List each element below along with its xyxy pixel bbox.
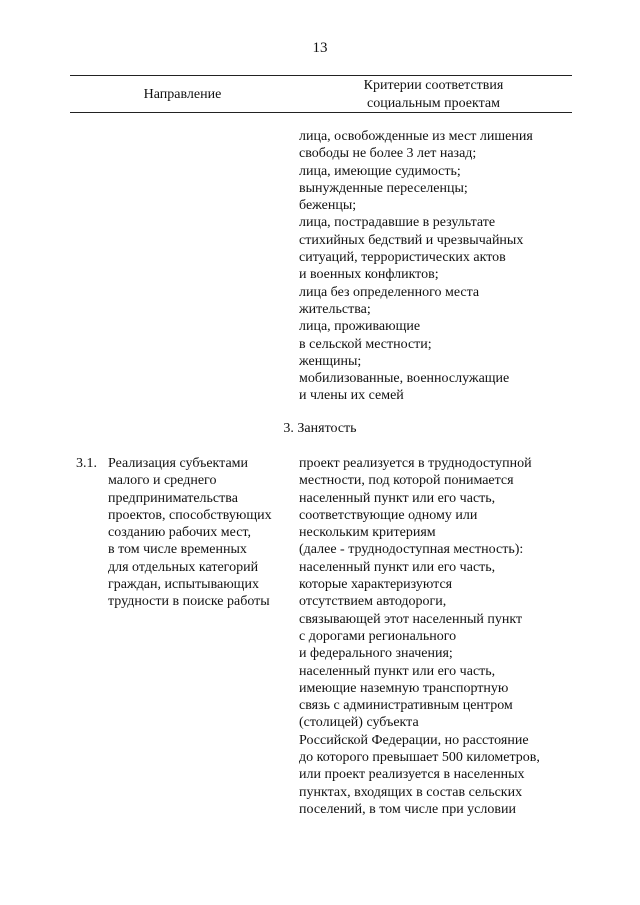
header-direction: Направление: [143, 87, 222, 102]
criteria-line: беженцы;: [299, 198, 357, 214]
criteria-line: ситуаций, террористических актов: [299, 250, 506, 266]
criteria-line: связывающей этот населенный пункт: [299, 611, 523, 627]
direction-line: для отдельных категорий: [108, 559, 259, 575]
table-header-rule: [70, 112, 572, 113]
criteria-line: населенный пункт или его часть,: [299, 663, 496, 679]
criteria-line: которые характеризуются: [299, 577, 453, 593]
criteria-cell: [299, 455, 540, 818]
criteria-line: вынужденные переселенцы;: [299, 180, 468, 196]
criteria-line: лица, имеющие судимость;: [299, 163, 461, 179]
section-title: 3. Занятость: [283, 421, 357, 436]
criteria-line: и военных конфликтов;: [299, 267, 439, 283]
criteria-line: лица, пострадавшие в результате: [299, 215, 496, 231]
criteria-line: (далее - труднодоступная местность):: [299, 542, 524, 558]
criteria-line: мобилизованные, военнослужащие: [299, 371, 510, 387]
direction-line: предпринимательства: [108, 490, 238, 506]
direction-line: малого и среднего: [108, 473, 217, 489]
direction-line: созданию рабочих мест,: [108, 525, 251, 541]
criteria-line: свободы не более 3 лет назад;: [299, 146, 477, 162]
header-criteria-line: социальным проектам: [366, 96, 501, 111]
criteria-line: населенный пункт или его часть,: [299, 490, 496, 506]
criteria-line: лица без определенного места: [299, 284, 480, 300]
criteria-line: Российской Федерации, но расстояние: [299, 732, 529, 748]
criteria-line: соответствующие одному или: [299, 507, 478, 523]
criteria-line: (столицей) субъекта: [299, 715, 419, 731]
criteria-line: нескольким критериям: [299, 525, 436, 541]
direction-line: граждан, испытывающих: [108, 577, 259, 593]
criteria-line: и федерального значения;: [299, 646, 453, 662]
criteria-line: лица, освобожденные из мест лишения: [299, 129, 533, 144]
criteria-line: стихийных бедствий и чрезвычайных: [299, 232, 524, 248]
criteria-line: проект реализуется в труднодоступной: [299, 456, 532, 471]
page-number: 13: [312, 40, 328, 56]
direction-cell: [108, 455, 272, 611]
table-top-rule: [70, 75, 572, 76]
direction-line: Реализация субъектами: [108, 456, 249, 471]
direction-line: в том числе временных: [108, 542, 247, 558]
row-number: 3.1.: [76, 456, 97, 471]
criteria-line: до которого превышает 500 километров,: [299, 750, 540, 766]
criteria-line: или проект реализуется в населенных: [299, 767, 525, 783]
criteria-line: отсутствием автодороги,: [299, 594, 447, 610]
header-criteria-line: Критерии соответствия: [363, 78, 504, 93]
criteria-line: жительства;: [299, 301, 371, 317]
criteria-line: имеющие наземную транспортную: [299, 680, 509, 696]
criteria-line: связь с административным центром: [299, 698, 513, 714]
direction-line: проектов, способствующих: [108, 507, 272, 523]
continued-criteria-cell: [299, 128, 533, 405]
direction-line: трудности в поиске работы: [108, 594, 270, 610]
criteria-line: пунктах, входящих в состав сельских: [299, 784, 523, 800]
criteria-line: с дорогами регионального: [299, 628, 457, 644]
criteria-line: женщины;: [299, 353, 362, 369]
criteria-line: в сельской местности;: [299, 336, 432, 352]
criteria-line: лица, проживающие: [299, 319, 421, 335]
criteria-line: поселений, в том числе при условии: [299, 801, 516, 817]
header-criteria: [295, 77, 572, 113]
criteria-line: населенный пункт или его часть,: [299, 559, 496, 575]
criteria-line: и члены их семей: [299, 388, 404, 404]
criteria-line: местности, под которой понимается: [299, 473, 514, 489]
